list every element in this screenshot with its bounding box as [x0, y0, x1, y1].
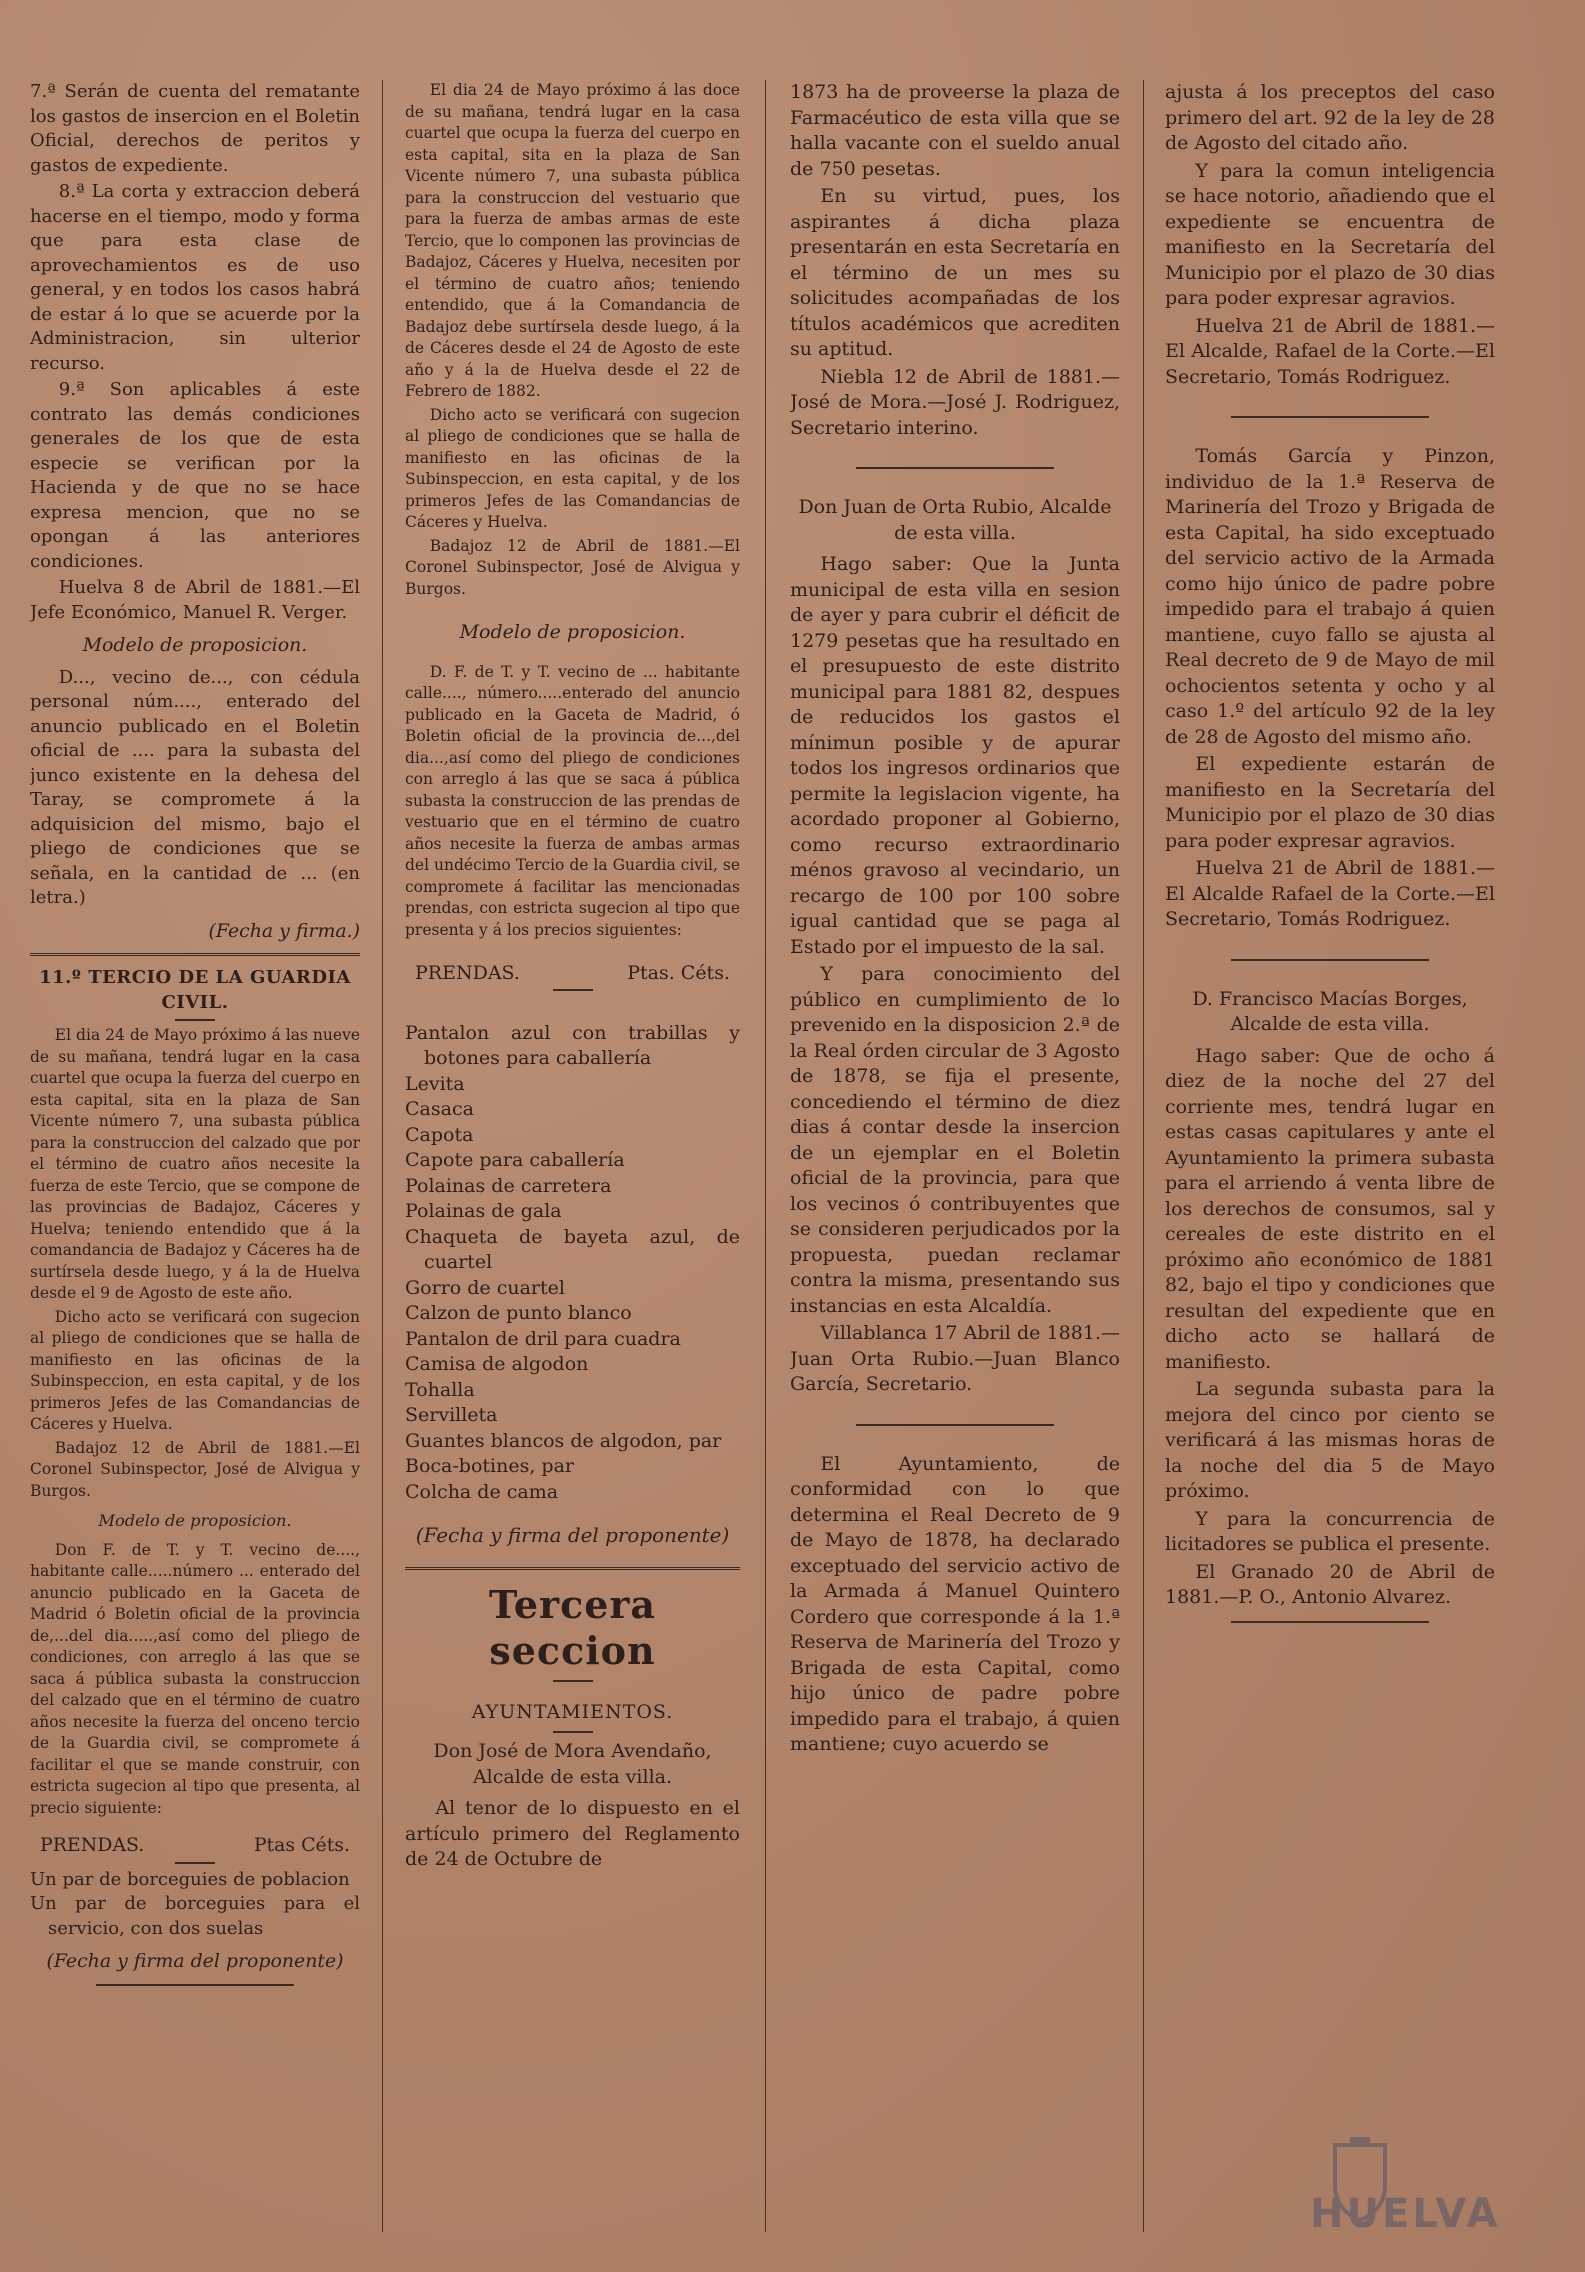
divider — [96, 1984, 294, 1986]
section-heading: AYUNTAMIENTOS. — [471, 1700, 674, 1723]
modelo-title: Modelo de proposicion. — [98, 1511, 292, 1530]
prendas-header — [40, 1833, 350, 1858]
paragraph: Dicho acto se verificará con sugecion al pliego de condiciones que se halla de manifiesto en las oficinas de la Subinspeccion, en esta capital, y de los primeros Jefes de las Comandancias de Cáceres y Huelva. — [30, 1307, 360, 1433]
signature-line: Badajoz 12 de Abril de 1881.—El Coronel Subinspector, José de Alvigua y Burgos. — [30, 1438, 360, 1500]
list-item: Guantes blancos de algodon, par — [405, 1429, 722, 1452]
paragraph: El dia 24 de Mayo próximo á las nueve de su mañana, tendrá lugar en la casa cuartel que ocupa la fuerza del cuerpo en esta capital, sita en la plaza de San Vicente número 7, una subasta pública para la construccion del calzado que por el término de cuatro años necesite la fuerza de este Tercio, que se compone de las provincias de Badajoz, Cáceres y Huelva; teniendo entendido que á la comandancia de Badajoz y Cáceres ha de surtírsela desde luego, y á la de Huelva desde el 9 de Agosto de este año. — [30, 1026, 360, 1302]
signature-note: (Fecha y firma del proponente) — [415, 1523, 730, 1547]
paragraph: Tomás García y Pinzon, individuo de la 1.ª Reserva de Marinería del Trozo y Brigada de esta Capital, ha sido exceptuado del servicio activo de la Armada como hijo único de padre pobre impedido para el trabajo á quien mantiene, cuyo fallo se ajusta al Real decreto de 9 de Mayo de mil ochocientos setenta y ocho y al caso 1.º del artículo 92 de la ley de 28 de Agosto del mismo año. — [1165, 445, 1495, 748]
paragraph: Y para la concurrencia de licitadores se publica el presente. — [1165, 1507, 1495, 1555]
paragraph: El dia 24 de Mayo próximo á las doce de su mañana, tendrá lugar en la casa cuartel que ocupa la fuerza del cuerpo en esta capital, sita en la plaza de San Vicente número 7, una subasta pública para la construccion del vestuario que para la fuerza de ambas armas de este Tercio, que lo componen las provincias de Badajoz, Cáceres y Huelva, necesiten por el término de cuatro años; teniendo entendido, que á la Comandancia de Badajoz debe surtírsela desde luego, á la de Cáceres desde el 24 de Agosto de este año y á la de Huelva desde el 22 de Febrero de 1882. — [405, 81, 740, 400]
divider — [1231, 416, 1429, 418]
section-heading: 11.º TERCIO DE LA GUARDIA CIVIL. — [39, 967, 351, 1013]
paragraph: Al tenor de lo dispuesto en el artículo primero del Reglamento de 24 de Octubre de — [405, 1797, 740, 1870]
signature-note: (Fecha y firma del proponente) — [46, 1950, 344, 1972]
list-item: Polainas de gala — [405, 1200, 562, 1222]
list-item: Capota — [405, 1123, 474, 1146]
list-item: Polainas de carretera — [405, 1174, 612, 1197]
signature-line: Badajoz 12 de Abril de 1881.—El Coronel Subinspector, José de Alvigua y Burgos. — [405, 536, 740, 598]
prendas-header — [415, 963, 730, 985]
list-item: Calzon de punto blanco — [405, 1302, 632, 1324]
paragraph: 1873 ha de proveerse la plaza de Farmacéutico de esta villa que se halla vacante con el sueldo anual de 750 pesetas. — [790, 81, 1120, 180]
paragraph: 7.ª Serán de cuenta del rematante los gastos de insercion en el Boletin Oficial, derechos de peritos y gastos de expediente. — [30, 81, 360, 176]
divider — [175, 1862, 215, 1864]
watermark-text: HUELVA — [1310, 2191, 1501, 2237]
modelo-text: Don F. de T. y T. vecino de...., habitante calle.....número ... enterado del anuncio publicado en la Gaceta de Madrid ó Boletin oficial de la provincia de,...del dia.....,así como del pliego de condiciones, con arreglo á las que se saca á pública subasta la construccion del calzado que en el término de cuatro años necesite la fuerza del onceno tercio de la Guardia civil, se compromete á facilitar el que se mande construir, con estricta sugecion al tipo que presenta, al precio siguiente: — [30, 1540, 360, 1817]
modelo-title: Modelo de proposicion. — [459, 621, 686, 643]
paragraph: 9.ª Son aplicables á este contrato las demás condiciones generales de los que de esta especie se verifican por la Hacienda y de que no se hace expresa mencion, que no se opongan á las anteriores condiciones. — [30, 379, 360, 572]
paragraph: El Ayuntamiento, de conformidad con lo que determina el Real Decreto de 9 de Mayo de 1878, ha declarado exceptuado del servicio activo de la Armada á Manuel Quintero Cordero que corresponde á la 1.ª Reserva de Marinería del Trozo y Brigada de esta Capital, como hijo único de padre pobre impedido para el trabajo, á quien mantiene; cuyo acuerdo se — [790, 1452, 1120, 1755]
notice-heading: D. Francisco Macías Borges, Alcalde de esta villa. — [1192, 987, 1468, 1035]
divider — [553, 989, 593, 991]
column-3 — [790, 80, 1120, 2242]
divider — [856, 1424, 1054, 1426]
list-item: Levita — [405, 1072, 465, 1095]
ptas-label: Ptas Céts. — [253, 1834, 350, 1856]
notice-heading: Don José de Mora Avendaño, Alcalde de esta villa. — [433, 1740, 712, 1788]
modelo-text: D. F. de T. y T. vecino de ... habitante calle...., número.....enterado del anuncio publicado en la Gaceta de Madrid, ó Boletin oficial de la provincia de...,del dia...,así como del pliego de condiciones con arreglo á las que se saca á pública subasta la construccion de las prendas de vestuario que en el término de cuatro años necesite la fuerza de ambas armas del undécimo Tercio de la Guardia civil, se compromete á facilitar las mencionadas prendas, con estricta sugecion al tipo que presenta y á los precios siguientes: — [405, 662, 740, 939]
list-item: Servilleta — [405, 1404, 498, 1426]
divider — [405, 1567, 740, 1570]
divider — [175, 1019, 215, 1021]
divider — [856, 467, 1054, 469]
column-rule — [382, 80, 383, 2232]
signature-line: Villablanca 17 Abril de 1881.—Juan Orta Rubio.—Juan Blanco García, Secretario. — [790, 1322, 1120, 1395]
divider — [553, 1680, 593, 1682]
signature-line: Huelva 8 de Abril de 1881.—El Jefe Económico, Manuel R. Verger. — [30, 577, 360, 623]
prendas-label: PRENDAS. — [415, 962, 520, 984]
paragraph: El expediente estarán de manifiesto en la Secretaría del Municipio por el plazo de 30 dias para poder expresar agravios. — [1165, 753, 1495, 852]
archive-watermark — [1295, 2135, 1525, 2245]
paragraph: Y para conocimiento del público en cumplimiento de lo prevenido en la disposicion 2.ª de la Real órden circular de 3 Agosto de 1878, se fija el presente, concediendo el término de diez dias á contar desde la insercion de un ejemplar en el Boletin oficial de la provincia, para que los vecinos ó contribuyentes que se consideren perjudicados por la propuesta, puedan reclamar contra la misma, presentando sus instancias en esta Alcaldía. — [790, 963, 1120, 1317]
paragraph: Hago saber: Que de ocho á diez de la noche del 27 del corriente mes, tendrá lugar en estas casas capitulares y ante el Ayuntamiento la primera subasta para el arriendo á venta libre de los derechos de consumos, sal y cereales de este distrito en el próximo año económico de 1881 82, bajo el tipo y condiciones que resultan del expediente que en dicho acto se hallará de manifiesto. — [1165, 1044, 1495, 1373]
column-rule — [765, 80, 766, 2232]
signature-line: Niebla 12 de Abril de 1881.—José de Mora.—José J. Rodriguez, Secretario interino. — [790, 365, 1120, 439]
divider — [1231, 959, 1429, 961]
section-title: Tercera seccion — [488, 1581, 657, 1673]
list-item: Gorro de cuartel — [405, 1276, 565, 1299]
notice-heading: Don Juan de Orta Rubio, Alcalde de esta villa. — [798, 496, 1112, 544]
column-4 — [1165, 80, 1495, 2242]
paragraph: ajusta á los preceptos del caso primero del art. 92 de la ley de 28 de Agosto del citado año. — [1165, 81, 1495, 154]
divider — [553, 1731, 593, 1733]
list-item: Capote para caballería — [405, 1149, 625, 1171]
paragraph: 8.ª La corta y extraccion deberá hacerse en el tiempo, modo y forma que para esta clase de aprovechamientos es de uso general, y en todos los casos habrá de estar á lo que se acuerde por la Administracion, sin ulterior recurso. — [30, 181, 360, 374]
signature-line: El Granado 20 de Abril de 1881.—P. O., Antonio Alvarez. — [1165, 1560, 1495, 1608]
list-item: Pantalon azul con trabillas y botones para caballería — [405, 1021, 740, 1069]
list-item: Colcha de cama — [405, 1480, 559, 1503]
list-item: Chaqueta de bayeta azul, de cuartel — [405, 1225, 740, 1273]
prendas-label: PRENDAS. — [40, 1834, 145, 1856]
modelo-text: D..., vecino de..., con cédula personal núm...., enterado del anuncio publicado en el Boletin oficial de .... para la subasta del junco existente en la dehesa del Taray, se compromete á la adquisicion del mismo, bajo el pliego de condiciones que se señala, en la cantidad de ... (en letra.) — [30, 666, 360, 908]
ptas-label: Ptas. Céts. — [627, 962, 730, 984]
column-2 — [405, 80, 740, 2242]
list-item: Casaca — [405, 1098, 474, 1120]
list-item: Boca-botines, par — [405, 1455, 574, 1477]
modelo-title: Modelo de proposicion. — [82, 634, 308, 656]
signature-line: Huelva 21 de Abril de 1881.—El Alcalde, Rafael de la Corte.—El Secretario, Tomás Rodriguez. — [1165, 314, 1495, 388]
signature-note: (Fecha y firma.) — [208, 919, 360, 942]
list-item: Pantalon de dril para cuadra — [405, 1327, 681, 1350]
paragraph: Hago saber: Que la Junta municipal de esta villa en sesion de ayer y para cubrir el déficit de 1279 pesetas que ha resultado en el presupuesto de este distrito municipal para 1881 82, despues de reducidos los gastos el mínimun posible y de apurar todos los ingresos ordinarios que permite la legislacion vigente, ha acordado proponer al Gobierno, como recurso extraordinario ménos gravoso al vecindario, un recargo de 100 por 100 sobre igual cantidad que se paga al Estado por el impuesto de la sal. — [790, 553, 1120, 958]
list-item: Un par de borceguies para el servicio, con dos suelas — [30, 1893, 360, 1939]
paragraph: La segunda subasta para la mejora del cinco por ciento se verificará á las mismas horas de la noche del dia 5 de Mayo próximo. — [1165, 1378, 1495, 1502]
paragraph: En su virtud, pues, los aspirantes á dicha plaza presentarán en esta Secretaría en el término de un mes su solicitudes acompañadas de los títulos académicos que acrediten su aptitud. — [790, 185, 1120, 360]
list-item: Un par de borceguies de poblacion — [30, 1868, 350, 1890]
signature-line: Huelva 21 de Abril de 1881.—El Alcalde Rafael de la Corte.—El Secretario, Tomás Rodriguez. — [1165, 857, 1495, 930]
list-item: Camisa de algodon — [405, 1353, 589, 1375]
divider — [30, 953, 360, 956]
divider — [1231, 1621, 1429, 1623]
paragraph: Dicho acto se verificará con sugecion al pliego de condiciones que se halla de manifiesto en las oficinas de la Subinspeccion, en esta capital, y de los primeros Jefes de las Comandancias de Cáceres y Huelva. — [405, 405, 740, 531]
paragraph: Y para la comun inteligencia se hace notorio, añadiendo que el expediente se encuentra de manifiesto en la Secretaría del Municipio por el plazo de 30 dias para poder expresar agravios. — [1165, 159, 1495, 309]
list-item: Tohalla — [405, 1378, 475, 1401]
column-1 — [30, 80, 360, 2242]
column-rule — [1143, 80, 1144, 2232]
